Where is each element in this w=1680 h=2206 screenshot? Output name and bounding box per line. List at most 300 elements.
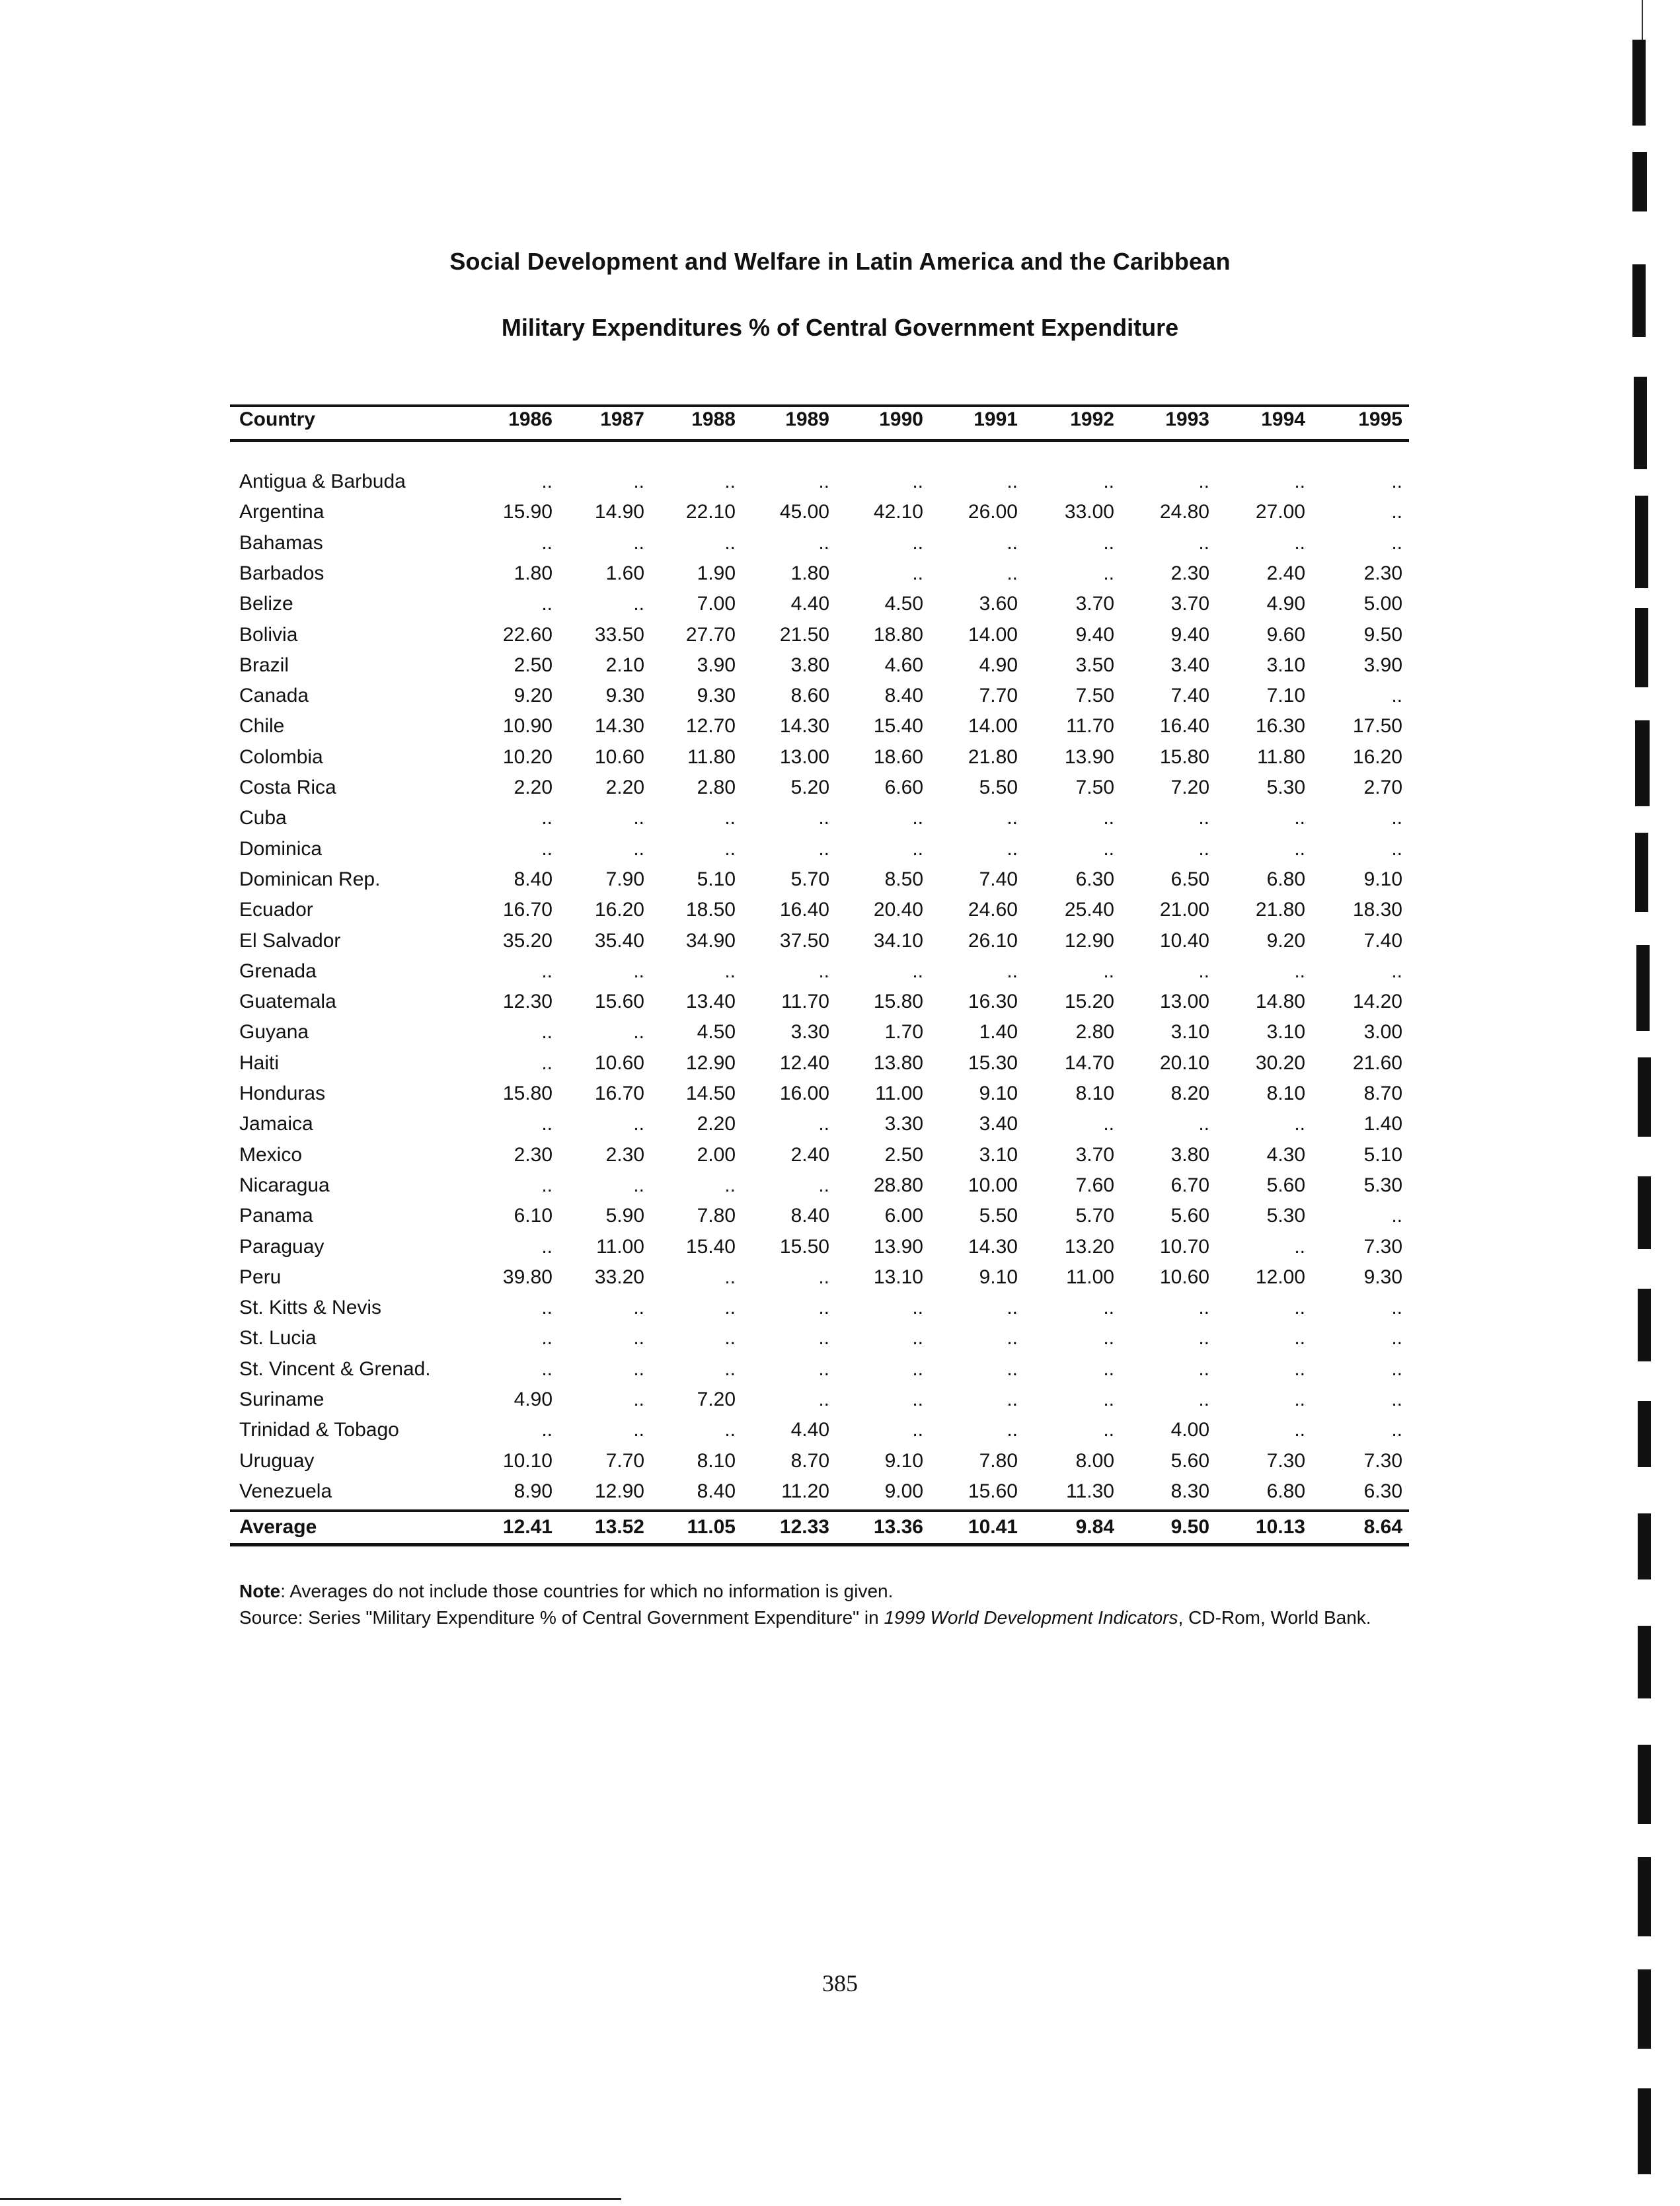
year-column-header: 1991 xyxy=(974,408,1018,430)
value-cell: 3.40 xyxy=(1170,654,1209,676)
value-cell: 11.20 xyxy=(781,1480,829,1502)
value-cell: .. xyxy=(541,960,553,982)
value-cell: 9.60 xyxy=(1266,624,1305,646)
value-cell: 14.80 xyxy=(1255,991,1305,1012)
value-cell: 5.30 xyxy=(1266,1205,1305,1227)
average-value-cell: 9.84 xyxy=(1075,1516,1114,1538)
value-cell: .. xyxy=(1294,838,1305,860)
value-cell: 8.00 xyxy=(1075,1450,1114,1472)
value-cell: .. xyxy=(633,1358,644,1380)
value-cell: 10.60 xyxy=(594,1052,644,1074)
header-bottom-rule xyxy=(230,439,1409,442)
value-cell: 16.00 xyxy=(779,1083,829,1104)
country-name: Brazil xyxy=(239,654,289,676)
value-cell: 10.60 xyxy=(1159,1266,1209,1288)
value-cell: 1.40 xyxy=(1363,1113,1402,1135)
average-value-cell: 12.41 xyxy=(502,1516,553,1538)
table-row xyxy=(0,562,1680,593)
value-cell: 2.50 xyxy=(514,654,553,676)
value-cell: .. xyxy=(1007,532,1018,554)
value-cell: .. xyxy=(633,532,644,554)
binding-mark xyxy=(1638,2088,1651,2174)
value-cell: 5.70 xyxy=(790,868,829,890)
value-cell: 2.00 xyxy=(697,1144,736,1166)
value-cell: 21.60 xyxy=(1352,1052,1402,1074)
value-cell: 15.40 xyxy=(685,1236,736,1258)
value-cell: .. xyxy=(541,593,553,615)
value-cell: .. xyxy=(1391,1205,1402,1227)
binding-mark xyxy=(1638,1626,1651,1698)
value-cell: .. xyxy=(1198,532,1209,554)
value-cell: .. xyxy=(633,1021,644,1043)
table-row xyxy=(0,1021,1680,1051)
value-cell: 33.20 xyxy=(594,1266,644,1288)
value-cell: .. xyxy=(818,1358,829,1380)
value-cell: .. xyxy=(818,1113,829,1135)
value-cell: .. xyxy=(1391,501,1402,523)
binding-mark xyxy=(1635,496,1648,588)
value-cell: 7.30 xyxy=(1363,1450,1402,1472)
binding-mark xyxy=(1638,1176,1651,1249)
country-name: Guatemala xyxy=(239,991,336,1012)
table-source xyxy=(239,1607,1371,1628)
value-cell: 15.40 xyxy=(873,715,923,737)
value-cell: 18.60 xyxy=(873,746,923,768)
value-cell: 3.40 xyxy=(979,1113,1018,1135)
value-cell: 14.30 xyxy=(594,715,644,737)
value-cell: 6.60 xyxy=(884,777,923,798)
binding-mark xyxy=(1638,1857,1651,1936)
value-cell: 15.60 xyxy=(594,991,644,1012)
value-cell: .. xyxy=(541,1174,553,1196)
value-cell: .. xyxy=(1103,471,1114,492)
value-cell: 7.40 xyxy=(1170,685,1209,706)
value-cell: .. xyxy=(541,1419,553,1441)
country-name: Haiti xyxy=(239,1052,280,1074)
table-row xyxy=(0,930,1680,960)
value-cell: 8.70 xyxy=(1363,1083,1402,1104)
average-value-cell: 8.64 xyxy=(1363,1516,1402,1538)
binding-mark xyxy=(1632,264,1646,337)
table-row xyxy=(0,624,1680,654)
value-cell: .. xyxy=(1198,838,1209,860)
value-cell: 8.10 xyxy=(697,1450,736,1472)
value-cell: 21.80 xyxy=(1255,899,1305,921)
country-name: Jamaica xyxy=(239,1113,313,1135)
value-cell: 14.30 xyxy=(779,715,829,737)
value-cell: 8.10 xyxy=(1266,1083,1305,1104)
value-cell: 8.40 xyxy=(514,868,553,890)
table-row xyxy=(0,471,1680,501)
value-cell: 8.60 xyxy=(790,685,829,706)
note-text: : Averages do not include those countries for which no information is given. xyxy=(280,1581,894,1601)
value-cell: 3.00 xyxy=(1363,1021,1402,1043)
country-name: Grenada xyxy=(239,960,317,982)
value-cell: 3.60 xyxy=(979,593,1018,615)
value-cell: .. xyxy=(724,1174,736,1196)
value-cell: .. xyxy=(633,1297,644,1318)
country-name: Bolivia xyxy=(239,624,298,646)
value-cell: .. xyxy=(1391,960,1402,982)
table-row xyxy=(0,899,1680,929)
value-cell: .. xyxy=(912,807,923,829)
value-cell: 30.20 xyxy=(1255,1052,1305,1074)
value-cell: 11.70 xyxy=(1066,715,1114,737)
value-cell: 2.40 xyxy=(1266,562,1305,584)
value-cell: 28.80 xyxy=(873,1174,923,1196)
country-name: Mexico xyxy=(239,1144,303,1166)
value-cell: 26.00 xyxy=(968,501,1018,523)
value-cell: .. xyxy=(1294,1388,1305,1410)
value-cell: .. xyxy=(724,471,736,492)
value-cell: 2.70 xyxy=(1363,777,1402,798)
value-cell: 14.70 xyxy=(1064,1052,1114,1074)
binding-mark xyxy=(1638,1057,1651,1137)
value-cell: 10.40 xyxy=(1159,930,1209,952)
country-name: Honduras xyxy=(239,1083,326,1104)
value-cell: 6.30 xyxy=(1363,1480,1402,1502)
value-cell: .. xyxy=(1294,1419,1305,1441)
value-cell: 35.40 xyxy=(594,930,644,952)
value-cell: 33.50 xyxy=(594,624,644,646)
value-cell: 18.30 xyxy=(1352,899,1402,921)
value-cell: .. xyxy=(541,1021,553,1043)
value-cell: .. xyxy=(1007,562,1018,584)
value-cell: 8.40 xyxy=(790,1205,829,1227)
value-cell: 4.90 xyxy=(1266,593,1305,615)
average-value-cell: 13.52 xyxy=(594,1516,644,1538)
table-row xyxy=(0,960,1680,991)
value-cell: 9.30 xyxy=(605,685,644,706)
value-cell: .. xyxy=(633,593,644,615)
value-cell: .. xyxy=(912,1419,923,1441)
country-name: Canada xyxy=(239,685,309,706)
value-cell: .. xyxy=(1294,1358,1305,1380)
table-row xyxy=(0,532,1680,562)
value-cell: 4.40 xyxy=(790,1419,829,1441)
value-cell: .. xyxy=(912,838,923,860)
country-name: Argentina xyxy=(239,501,325,523)
table-row xyxy=(0,501,1680,531)
value-cell: 15.80 xyxy=(502,1083,553,1104)
value-cell: 26.10 xyxy=(968,930,1018,952)
value-cell: 15.20 xyxy=(1064,991,1114,1012)
table-row xyxy=(0,777,1680,807)
value-cell: .. xyxy=(1294,1297,1305,1318)
value-cell: 9.10 xyxy=(884,1450,923,1472)
value-cell: 13.40 xyxy=(685,991,736,1012)
value-cell: 12.30 xyxy=(502,991,553,1012)
value-cell: 5.60 xyxy=(1266,1174,1305,1196)
value-cell: 1.80 xyxy=(514,562,553,584)
binding-mark xyxy=(1636,945,1650,1031)
value-cell: 2.30 xyxy=(514,1144,553,1166)
year-column-header: 1992 xyxy=(1070,408,1114,430)
document-title: Social Development and Welfare in Latin America and the Caribbean xyxy=(449,248,1231,275)
value-cell: .. xyxy=(1007,1297,1018,1318)
table-bottom-rule xyxy=(230,1543,1409,1546)
country-name: Belize xyxy=(239,593,293,615)
value-cell: 7.20 xyxy=(697,1388,736,1410)
value-cell: 1.40 xyxy=(979,1021,1018,1043)
value-cell: 8.10 xyxy=(1075,1083,1114,1104)
value-cell: 3.70 xyxy=(1170,593,1209,615)
value-cell: .. xyxy=(1294,532,1305,554)
table-row xyxy=(0,654,1680,685)
value-cell: .. xyxy=(818,1388,829,1410)
country-name: Uruguay xyxy=(239,1450,315,1472)
value-cell: 2.80 xyxy=(1075,1021,1114,1043)
value-cell: .. xyxy=(1391,685,1402,706)
value-cell: 1.70 xyxy=(884,1021,923,1043)
value-cell: .. xyxy=(1198,1327,1209,1349)
value-cell: .. xyxy=(1391,838,1402,860)
average-value-cell: 11.05 xyxy=(687,1516,736,1538)
value-cell: 2.20 xyxy=(605,777,644,798)
value-cell: .. xyxy=(1391,1358,1402,1380)
value-cell: .. xyxy=(1198,1113,1209,1135)
value-cell: 2.80 xyxy=(697,777,736,798)
value-cell: .. xyxy=(912,960,923,982)
value-cell: 8.20 xyxy=(1170,1083,1209,1104)
value-cell: 2.40 xyxy=(790,1144,829,1166)
value-cell: 9.20 xyxy=(514,685,553,706)
value-cell: .. xyxy=(1294,960,1305,982)
value-cell: .. xyxy=(633,807,644,829)
value-cell: 4.30 xyxy=(1266,1144,1305,1166)
value-cell: 10.60 xyxy=(594,746,644,768)
value-cell: .. xyxy=(633,1113,644,1135)
value-cell: .. xyxy=(1198,1297,1209,1318)
table-row xyxy=(0,593,1680,623)
table-row xyxy=(0,1052,1680,1083)
page-number: 385 xyxy=(822,1970,858,1997)
value-cell: .. xyxy=(724,1327,736,1349)
average-value-cell: 10.41 xyxy=(968,1516,1018,1538)
average-row xyxy=(0,1516,1680,1546)
value-cell: 7.50 xyxy=(1075,685,1114,706)
value-cell: .. xyxy=(912,1388,923,1410)
value-cell: 9.20 xyxy=(1266,930,1305,952)
value-cell: 2.30 xyxy=(1363,562,1402,584)
value-cell: 11.70 xyxy=(781,991,829,1012)
value-cell: 3.70 xyxy=(1075,1144,1114,1166)
value-cell: .. xyxy=(1103,1297,1114,1318)
value-cell: .. xyxy=(1391,1419,1402,1441)
value-cell: 10.00 xyxy=(968,1174,1018,1196)
value-cell: 35.20 xyxy=(502,930,553,952)
document-subtitle: Military Expenditures % of Central Government Expenditure xyxy=(501,314,1179,341)
value-cell: .. xyxy=(1198,471,1209,492)
value-cell: 27.00 xyxy=(1255,501,1305,523)
value-cell: .. xyxy=(541,1052,553,1074)
table-row xyxy=(0,1266,1680,1297)
year-column-header: 1989 xyxy=(785,408,829,430)
value-cell: .. xyxy=(541,838,553,860)
value-cell: .. xyxy=(724,1266,736,1288)
value-cell: .. xyxy=(724,838,736,860)
table-row xyxy=(0,1419,1680,1449)
binding-mark xyxy=(1638,1401,1651,1467)
value-cell: 27.70 xyxy=(685,624,736,646)
value-cell: .. xyxy=(1391,807,1402,829)
value-cell: .. xyxy=(912,471,923,492)
value-cell: 12.90 xyxy=(1064,930,1114,952)
value-cell: .. xyxy=(1391,1297,1402,1318)
value-cell: 5.00 xyxy=(1363,593,1402,615)
table-row xyxy=(0,807,1680,837)
value-cell: 16.40 xyxy=(1159,715,1209,737)
value-cell: 4.50 xyxy=(884,593,923,615)
value-cell: 8.40 xyxy=(697,1480,736,1502)
value-cell: 42.10 xyxy=(873,501,923,523)
value-cell: 11.80 xyxy=(1257,746,1305,768)
value-cell: 21.80 xyxy=(968,746,1018,768)
table-row xyxy=(0,991,1680,1021)
value-cell: 24.60 xyxy=(968,899,1018,921)
value-cell: 1.80 xyxy=(790,562,829,584)
value-cell: .. xyxy=(633,1388,644,1410)
country-name: Colombia xyxy=(239,746,323,768)
value-cell: .. xyxy=(1103,807,1114,829)
country-name: St. Kitts & Nevis xyxy=(239,1297,382,1318)
value-cell: 7.40 xyxy=(1363,930,1402,952)
value-cell: 6.10 xyxy=(514,1205,553,1227)
value-cell: 14.00 xyxy=(968,715,1018,737)
value-cell: 9.40 xyxy=(1075,624,1114,646)
value-cell: .. xyxy=(724,1419,736,1441)
value-cell: 8.40 xyxy=(884,685,923,706)
value-cell: .. xyxy=(1007,1327,1018,1349)
value-cell: 6.50 xyxy=(1170,868,1209,890)
value-cell: .. xyxy=(1198,1358,1209,1380)
binding-mark xyxy=(1634,377,1647,469)
value-cell: 10.70 xyxy=(1159,1236,1209,1258)
binding-mark xyxy=(1635,608,1648,687)
country-name: Trinidad & Tobago xyxy=(239,1419,399,1441)
value-cell: .. xyxy=(818,960,829,982)
value-cell: 15.60 xyxy=(968,1480,1018,1502)
value-cell: .. xyxy=(1007,807,1018,829)
value-cell: 9.10 xyxy=(979,1083,1018,1104)
value-cell: .. xyxy=(633,838,644,860)
value-cell: 7.80 xyxy=(697,1205,736,1227)
table-row xyxy=(0,1297,1680,1327)
value-cell: 13.00 xyxy=(779,746,829,768)
country-name: Dominican Rep. xyxy=(239,868,381,890)
country-name: Venezuela xyxy=(239,1480,332,1502)
average-value-cell: 13.36 xyxy=(873,1516,923,1538)
value-cell: 12.00 xyxy=(1255,1266,1305,1288)
average-value-cell: 12.33 xyxy=(779,1516,829,1538)
value-cell: 4.90 xyxy=(514,1388,553,1410)
value-cell: 1.60 xyxy=(605,562,644,584)
table-row xyxy=(0,1236,1680,1266)
scan-edge-line xyxy=(0,2198,621,2200)
binding-mark xyxy=(1638,1513,1651,1579)
value-cell: 13.00 xyxy=(1159,991,1209,1012)
value-cell: .. xyxy=(1103,1327,1114,1349)
value-cell: 16.40 xyxy=(779,899,829,921)
value-cell: .. xyxy=(818,807,829,829)
value-cell: 8.70 xyxy=(790,1450,829,1472)
binding-line xyxy=(1642,0,1643,40)
value-cell: .. xyxy=(724,1358,736,1380)
value-cell: 21.00 xyxy=(1159,899,1209,921)
value-cell: 6.70 xyxy=(1170,1174,1209,1196)
value-cell: 9.10 xyxy=(979,1266,1018,1288)
value-cell: 3.10 xyxy=(1266,1021,1305,1043)
value-cell: 16.20 xyxy=(1352,746,1402,768)
value-cell: 2.50 xyxy=(884,1144,923,1166)
country-name: Suriname xyxy=(239,1388,325,1410)
value-cell: 6.00 xyxy=(884,1205,923,1227)
value-cell: .. xyxy=(541,807,553,829)
year-column-header: 1988 xyxy=(691,408,736,430)
value-cell: 8.90 xyxy=(514,1480,553,1502)
value-cell: 18.80 xyxy=(873,624,923,646)
value-cell: .. xyxy=(1294,807,1305,829)
value-cell: 6.80 xyxy=(1266,868,1305,890)
value-cell: 9.40 xyxy=(1170,624,1209,646)
table-row xyxy=(0,1480,1680,1511)
value-cell: .. xyxy=(1007,1358,1018,1380)
value-cell: 3.10 xyxy=(1170,1021,1209,1043)
value-cell: 7.70 xyxy=(979,685,1018,706)
value-cell: 39.80 xyxy=(502,1266,553,1288)
binding-mark xyxy=(1632,40,1646,126)
value-cell: 14.00 xyxy=(968,624,1018,646)
value-cell: .. xyxy=(1103,838,1114,860)
year-column-header: 1993 xyxy=(1165,408,1209,430)
value-cell: 16.20 xyxy=(594,899,644,921)
value-cell: 22.60 xyxy=(502,624,553,646)
year-column-header: 1987 xyxy=(600,408,644,430)
average-label: Average xyxy=(239,1516,317,1538)
value-cell: 22.10 xyxy=(685,501,736,523)
value-cell: 12.90 xyxy=(685,1052,736,1074)
year-column-header: 1986 xyxy=(508,408,553,430)
value-cell: 17.50 xyxy=(1352,715,1402,737)
value-cell: 3.10 xyxy=(979,1144,1018,1166)
value-cell: .. xyxy=(1391,1388,1402,1410)
value-cell: 15.80 xyxy=(873,991,923,1012)
value-cell: 7.50 xyxy=(1075,777,1114,798)
value-cell: 3.90 xyxy=(697,654,736,676)
value-cell: .. xyxy=(1198,807,1209,829)
value-cell: 21.50 xyxy=(779,624,829,646)
value-cell: 6.30 xyxy=(1075,868,1114,890)
value-cell: 13.10 xyxy=(873,1266,923,1288)
value-cell: .. xyxy=(1103,1388,1114,1410)
value-cell: 34.90 xyxy=(685,930,736,952)
value-cell: .. xyxy=(1391,1327,1402,1349)
table-row xyxy=(0,1327,1680,1357)
country-name: Nicaragua xyxy=(239,1174,330,1196)
value-cell: .. xyxy=(1294,1327,1305,1349)
year-column-header: 1994 xyxy=(1261,408,1305,430)
value-cell: 4.40 xyxy=(790,593,829,615)
source-suffix: , CD-Rom, World Bank. xyxy=(1178,1607,1371,1628)
value-cell: 10.10 xyxy=(502,1450,553,1472)
value-cell: 9.30 xyxy=(1363,1266,1402,1288)
value-cell: .. xyxy=(1103,960,1114,982)
value-cell: .. xyxy=(1103,1419,1114,1441)
value-cell: 8.50 xyxy=(884,868,923,890)
value-cell: 16.70 xyxy=(594,1083,644,1104)
value-cell: 12.40 xyxy=(779,1052,829,1074)
note-label: Note xyxy=(239,1581,281,1601)
